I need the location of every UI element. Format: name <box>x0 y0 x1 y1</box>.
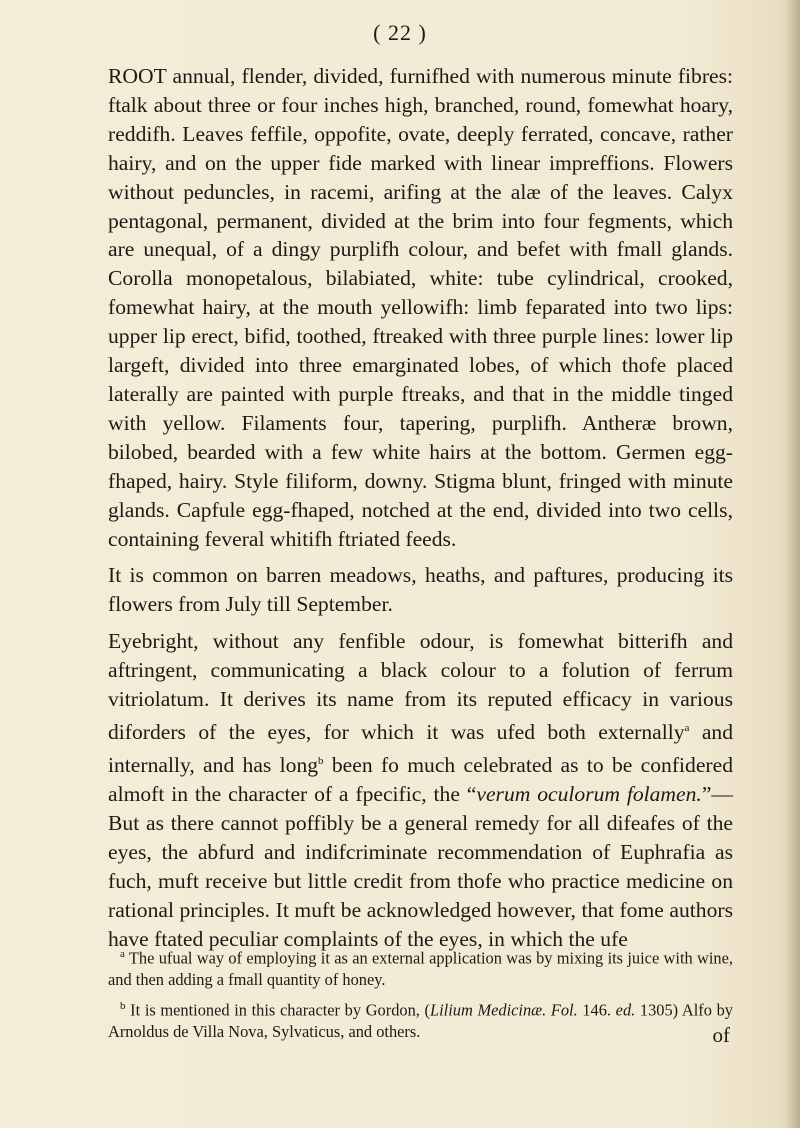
page-number: ( 22 ) <box>373 20 427 45</box>
para3-part1: Eyebright, without any fenfible odour, is fomewhat bitterifh and aftringent, communicating a black colour to a folution of ferrum vitriolatum. It derives its name from its reputed efficacy in various diforders of the eyes, for which it was ufed both externally <box>108 629 733 745</box>
footnote-a-text: The ufual way of employing it as an external application was by mixing its juice with wine, and then adding a fmall quantity of honey. <box>108 948 733 989</box>
footnote-ref-b: b <box>318 755 324 768</box>
para3-part3: been fo much celebrated as to be confidered almoft in the character of a fpecific, the “ <box>108 753 733 807</box>
paragraph-habitat: It is common on barren meadows, heaths, and paftures, producing its flowers from July till September. <box>108 563 733 617</box>
footnote-a-mark: a <box>120 948 125 960</box>
latin-quote: verum oculorum folamen. <box>476 782 702 807</box>
footnote-b-text1: It is mentioned in this character by Gordon, ( <box>125 1000 430 1020</box>
body-text <box>108 62 733 954</box>
para3-part2: and internally, and has long <box>108 720 733 778</box>
page-edge-shadow <box>786 0 800 1128</box>
footnote-a <box>108 944 733 990</box>
paragraph-properties <box>108 627 733 953</box>
footnote-b-title: Lilium Medicinæ. Fol. <box>429 1000 578 1020</box>
paragraph-description: ROOT annual, flender, divided, furnifhed with numerous minute fibres: ftalk about three or four inches high, branched, round, fomewhat hoary, reddifh. Leaves feffile, oppofite, ovate, deeply ferrated, concave, rather hairy, and on the upper fide marked with linear impreffions. Flowers without peduncles, in racemi, arifing at the alæ of the leaves. Calyx pentagonal, permanent, divided at the brim into four fegments, which are unequal, of a dingy purplifh colour, and befet with fmall glands. Corolla monopetalous, bilabiated, white: tube cylindrical, crooked, fomewhat hairy, at the mouth yellowifh: limb feparated into two lips: upper lip erect, bifid, toothed, ftreaked with three purple lines: lower lip largeft, divided into three emarginated lobes, of which thofe placed laterally are painted with purple ftreaks, and that in the middle tinged with yellow. Filaments four, tapering, purplifh. Antheræ brown, bilobed, bearded with a few white hairs at the bottom. Germen egg-fhaped, hairy. Style filiform, downy. Stigma blunt, fringed with minute glands. Capfule egg-fhaped, notched at the end, divided into two cells, containing feveral whitifh ftriated feeds. <box>108 64 733 551</box>
footnotes <box>108 944 733 1043</box>
footnote-ref-a: a <box>684 721 690 734</box>
footnote-b-text3: 1305) Alfo by Arnoldus de Villa Nova, Sylvaticus, and others. <box>108 1000 733 1042</box>
footnote-b-mark: b <box>120 1000 126 1013</box>
footnote-b-ed: ed. <box>615 1000 636 1020</box>
footnote-b-text2: 146. <box>577 1000 616 1020</box>
footnote-b <box>108 996 733 1042</box>
para3-part4: ”— But as there cannot poffibly be a general remedy for all difeafes of the eyes, the abfurd and indifcriminate recommendation of Euphrafia as fuch, muft receive but little credit from thofe who practice medicine on rational principles. It muft be acknowledged however, that fome authors have ftated peculiar complaints of the eyes, in which the ufe <box>108 782 733 951</box>
catchword: of <box>712 1023 730 1047</box>
